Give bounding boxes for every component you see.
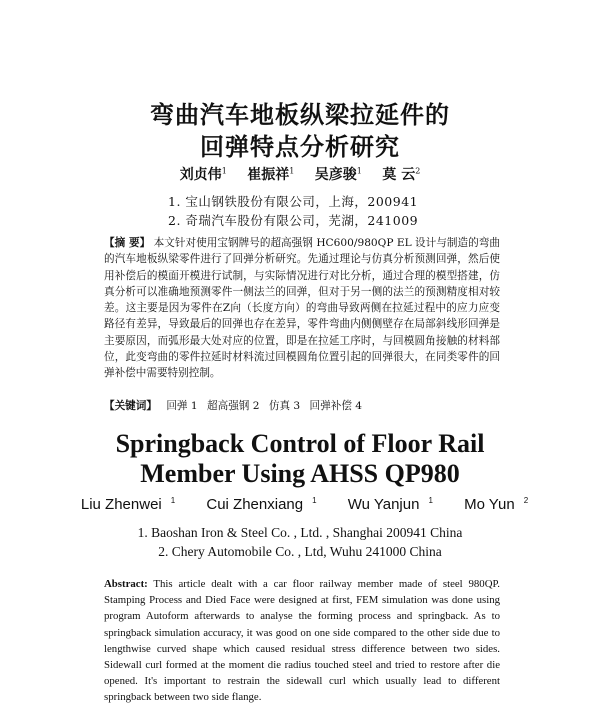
cn-affiliation-1: 1. 宝山钢铁股份有限公司，上海，200941	[168, 194, 419, 209]
en-title-line-1: Springback Control of Floor Rail	[115, 429, 485, 458]
en-affiliation-1: 1. Baoshan Iron & Steel Co. , Ltd. , Shanghai 200941 China	[137, 525, 463, 540]
cn-author: 崔振祥$^1$	[247, 166, 295, 183]
cn-keyword: 仿真 3	[268, 400, 301, 412]
en-author: Mo Yun $^2$	[464, 496, 529, 513]
en-title-line-2: Member Using AHSS QP980	[140, 459, 460, 488]
cn-author: 刘贞伟$^1$	[179, 166, 227, 183]
cn-title-line-2: 回弹特点分析研究	[200, 133, 400, 161]
cn-author: 莫 云$^2$	[382, 166, 421, 183]
cn-abstract-label: 【摘 要】	[104, 237, 151, 249]
cn-title-line-1: 弯曲汽车地板纵梁拉延件的	[150, 101, 450, 129]
cn-keywords-label: 【关键词】	[104, 400, 157, 412]
en-affiliation-2: 2. Chery Automobile Co. , Ltd, Wuhu 241000 China	[158, 544, 442, 559]
cn-author-list	[0, 166, 600, 184]
cn-abstract	[104, 235, 500, 382]
cn-keyword: 回弹 1	[166, 400, 198, 412]
en-abstract-text: This article dealt with a car floor railway member made of steel 980QP. Stamping Process and Died Face were designed at first, FEM simulation was done using program Autoform afterwards to analyse the forming process and springback. As to springback simulation accuracy, it was good on one side compared to the other side due to lengthwise curved shape which caused residual stress difference between two sides. Sidewall curl formed at the moment die radius touched steel and tried to restore after die opened. It's important to restrain the sidewall curl which usually lead to different springback between two side flange.	[104, 578, 500, 704]
en-abstract-label: Abstract:	[104, 578, 148, 590]
cn-keyword: 超高强钢 2	[207, 400, 260, 412]
en-author: Liu Zhenwei $^1$	[80, 496, 176, 513]
en-abstract	[104, 576, 500, 706]
en-author-list	[0, 495, 600, 515]
en-author: Cui Zhenxiang $^1$	[206, 496, 317, 513]
cn-keyword: 回弹补偿 4	[309, 400, 363, 412]
cn-author: 吴彦骏$^1$	[314, 166, 362, 183]
cn-affiliation-2: 2. 奇瑞汽车股份有限公司，芜湖，241009	[168, 213, 419, 228]
en-author: Wu Yanjun $^1$	[347, 496, 433, 513]
cn-keywords	[104, 398, 500, 414]
cn-abstract-text: 本文针对使用宝钢牌号的超高强钢 HC600/980QP EL 设计与制造的弯曲的汽车地板纵梁零件进行了回弹分析研究。先通过理论与仿真分析预测回弹，然后使用补偿后的模面开模进行试制，与实际情况进行对比分析，通过合理的模型搭建，仿真分析可以准确地预测零件一侧法兰的回弹，但对于另一侧的法兰的预测精度相对较差。这主要是因为零件在Z向（长度方向）的弯曲导致两侧在拉延过程中的应力应变路径有差异，导致最后的回弹也存在差异，零件弯曲内侧侧壁存在局部斜线形回弹是主要原因，而弧形最大处对应的位置，即是在拉延工序时，与回模圆角接触的材料部位，此变弯曲的零件拉延时材料流过回模圆角位置引起的回弹很大，在同类零件的回弹补偿中需要特别控制。	[104, 237, 500, 380]
